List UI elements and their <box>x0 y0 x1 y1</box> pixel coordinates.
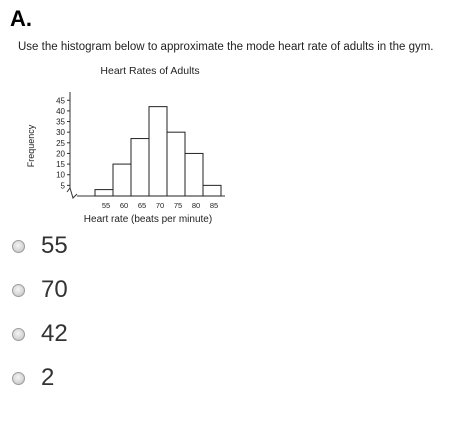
y-tick-label: 35 <box>56 117 65 127</box>
histogram-bar <box>95 190 113 196</box>
y-tick-label: 5 <box>60 181 65 191</box>
histogram-bar <box>113 164 131 196</box>
x-tick-label: 70 <box>155 201 165 210</box>
option-label: 42 <box>41 320 68 347</box>
histogram-bar <box>167 132 185 196</box>
option-42[interactable] <box>12 316 212 352</box>
y-tick-label: 45 <box>56 96 65 106</box>
option-label: 2 <box>41 364 55 391</box>
question-label: A. <box>10 6 32 31</box>
x-tick-label: 75 <box>173 201 183 210</box>
radio-button-icon[interactable] <box>12 328 25 341</box>
option-2[interactable] <box>12 360 212 396</box>
x-tick-label: 80 <box>191 201 201 210</box>
y-tick-label: 15 <box>56 160 65 170</box>
option-70[interactable] <box>12 272 212 308</box>
x-tick-label: 65 <box>137 201 147 210</box>
y-tick-label: 40 <box>56 106 65 116</box>
y-tick-label: 25 <box>56 138 65 148</box>
chart-title: Heart Rates of Adults <box>100 65 200 77</box>
histogram-bar <box>185 153 203 196</box>
y-tick-label: 10 <box>56 170 65 180</box>
histogram-bar <box>149 107 167 196</box>
radio-button-icon[interactable] <box>12 240 25 253</box>
option-label: 70 <box>41 276 68 303</box>
option-label: 55 <box>41 232 68 259</box>
y-tick-label: 20 <box>56 149 65 159</box>
x-tick-label: 60 <box>119 201 129 210</box>
axis-break-mark <box>67 188 77 198</box>
histogram-chart <box>20 60 280 230</box>
radio-button-icon[interactable] <box>12 284 25 297</box>
x-axis-label: Heart rate (beats per minute) <box>83 214 213 225</box>
question-prompt: Use the histogram below to approximate the mode heart rate of adults in the gym. <box>18 41 434 53</box>
option-55[interactable] <box>12 228 212 264</box>
y-tick-label: 30 <box>56 128 65 138</box>
x-tick-label: 55 <box>101 201 111 210</box>
x-tick-label: 85 <box>209 201 219 210</box>
histogram-bar <box>131 139 149 196</box>
radio-button-icon[interactable] <box>12 372 25 385</box>
histogram-bar <box>203 185 221 196</box>
y-axis-label: Frequency <box>26 124 36 168</box>
